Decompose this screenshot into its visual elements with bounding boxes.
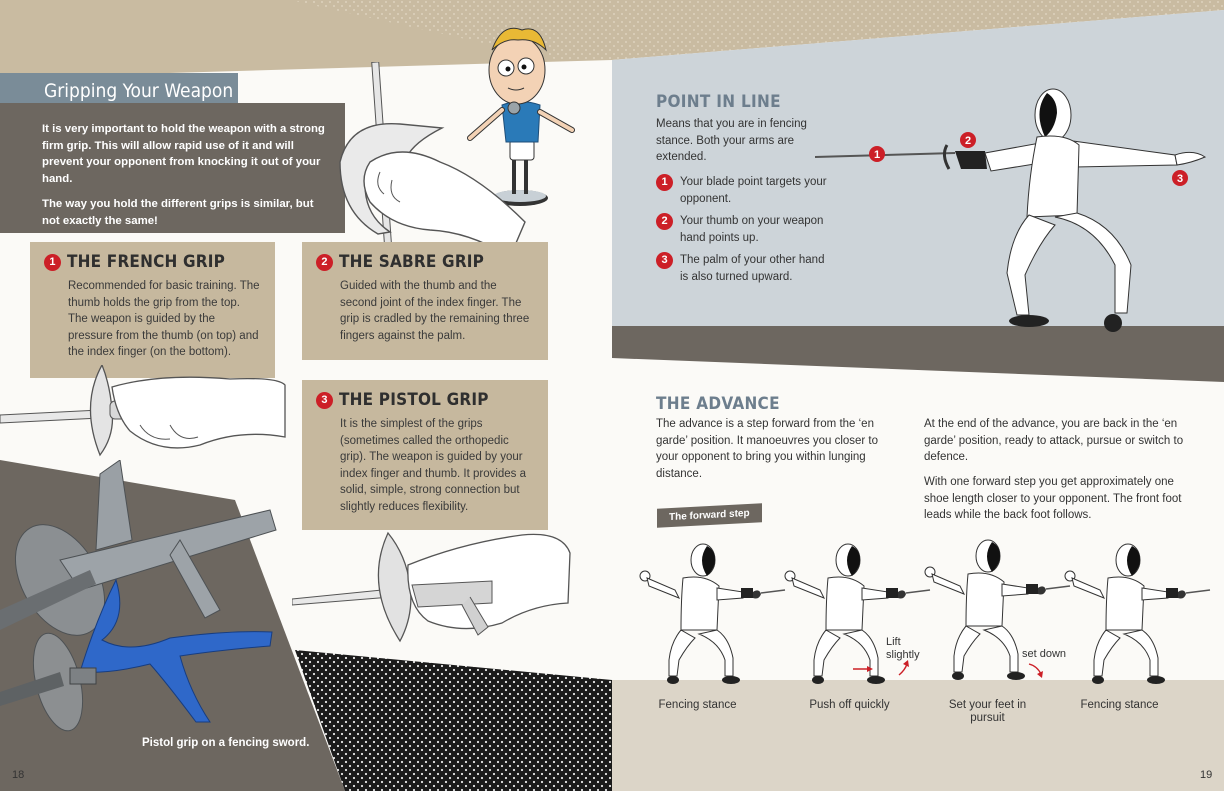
- annotation-set-down: set down: [1022, 648, 1067, 660]
- callout-3: [1172, 170, 1188, 186]
- sabre-grip-illustration: [330, 62, 530, 262]
- caption-push-off: Push off quickly: [809, 699, 890, 711]
- intro-paragraph-1: It is very important to hold the weapon with a strong firm grip. This will allow rapid use of it and will prevent your opponent from knocking it out of your hand.: [42, 123, 325, 185]
- forward-step-tag: The forward step: [657, 503, 762, 527]
- point-in-line-item-3: 3 The palm of your other hand is also turned upward.: [656, 252, 831, 285]
- caption-set-feet: Set your feet in pursuit: [948, 699, 1027, 724]
- sabre-grip-box: [302, 242, 548, 360]
- number-badge: 3: [316, 392, 333, 409]
- french-grip-box: [30, 242, 275, 378]
- callout-1: [869, 146, 885, 162]
- point-in-line-item-2: 2 Your thumb on your weapon hand points up.: [656, 213, 831, 246]
- pistol-grip-illustration: [292, 525, 574, 645]
- pistol-grip-photo: [0, 460, 290, 740]
- page-number-right: 19: [1200, 769, 1213, 781]
- pistol-grip-text: It is the simplest of the grips (sometimes called the orthopedic grip). The weapon is guided by your index finger and thumb. It provides a solid, simple, strong connection but slightly reduces flexibility.: [340, 418, 527, 513]
- point-in-line-intro: Means that you are in fencing stance. Both your arms are extended.: [656, 118, 807, 164]
- svg-text:1: 1: [873, 149, 881, 161]
- french-grip-illustration: [0, 365, 290, 460]
- pistol-grip-title: 3 THE PISTOL GRIP: [316, 390, 534, 410]
- page-number-left: 18: [12, 769, 25, 781]
- point-in-line-title: POINT IN LINE: [656, 92, 781, 112]
- french-grip-title: 1 THE FRENCH GRIP: [44, 252, 261, 272]
- point-in-line-fencer-illustration: [815, 85, 1210, 340]
- sabre-grip-text: Guided with the thumb and the second joint of the index finger. The grip is cradled by the remaining three fingers against the palm.: [340, 280, 530, 342]
- advance-column-1: The advance is a step forward from the ‘en garde’ position. It manoeuvres you closer to your opponent to bring you within lunging distance.: [656, 418, 879, 480]
- number-badge: 1: [656, 174, 673, 191]
- advance-column-2-paragraph-2: With one forward step you get approximately one shoe length closer to your opponent. The front foot leads while the back foot follows.: [924, 476, 1182, 522]
- advance-column-2-paragraph-1: At the end of the advance, you are back in the ‘en garde’ position, ready to attack, pursue or switch to defence.: [924, 418, 1184, 464]
- caption-fencing-stance-2: Fencing stance: [1080, 699, 1159, 711]
- advance-step-sequence: [635, 538, 1215, 688]
- svg-text:2: 2: [964, 135, 972, 147]
- point-in-line-item-1: 1 Your blade point targets your opponent.: [656, 174, 831, 207]
- advance-title: THE ADVANCE: [656, 394, 780, 414]
- sabre-grip-title: 2 THE SABRE GRIP: [316, 252, 534, 272]
- page-heading: Gripping Your Weapon: [0, 73, 238, 111]
- pistol-grip-box: [302, 380, 548, 530]
- callout-2: [960, 132, 976, 148]
- french-grip-text: Recommended for basic training. The thumb holds the grip from the top. The weapon is guided by the pressure from the thumb (on top) and the index finger (on the bottom).: [68, 280, 260, 359]
- number-badge: 2: [316, 254, 333, 271]
- intro-panel: [0, 103, 345, 233]
- photo-caption: Pistol grip on a fencing sword.: [142, 737, 310, 749]
- number-badge: 3: [656, 252, 673, 269]
- annotation-lift: Lift slightly: [886, 636, 920, 661]
- svg-text:3: 3: [1176, 173, 1184, 185]
- intro-paragraph-2: The way you hold the different grips is similar, but not exactly the same!: [42, 198, 314, 227]
- number-badge: 1: [44, 254, 61, 271]
- number-badge: 2: [656, 213, 673, 230]
- caption-fencing-stance-1: Fencing stance: [658, 699, 737, 711]
- fencer-figure: [640, 544, 785, 684]
